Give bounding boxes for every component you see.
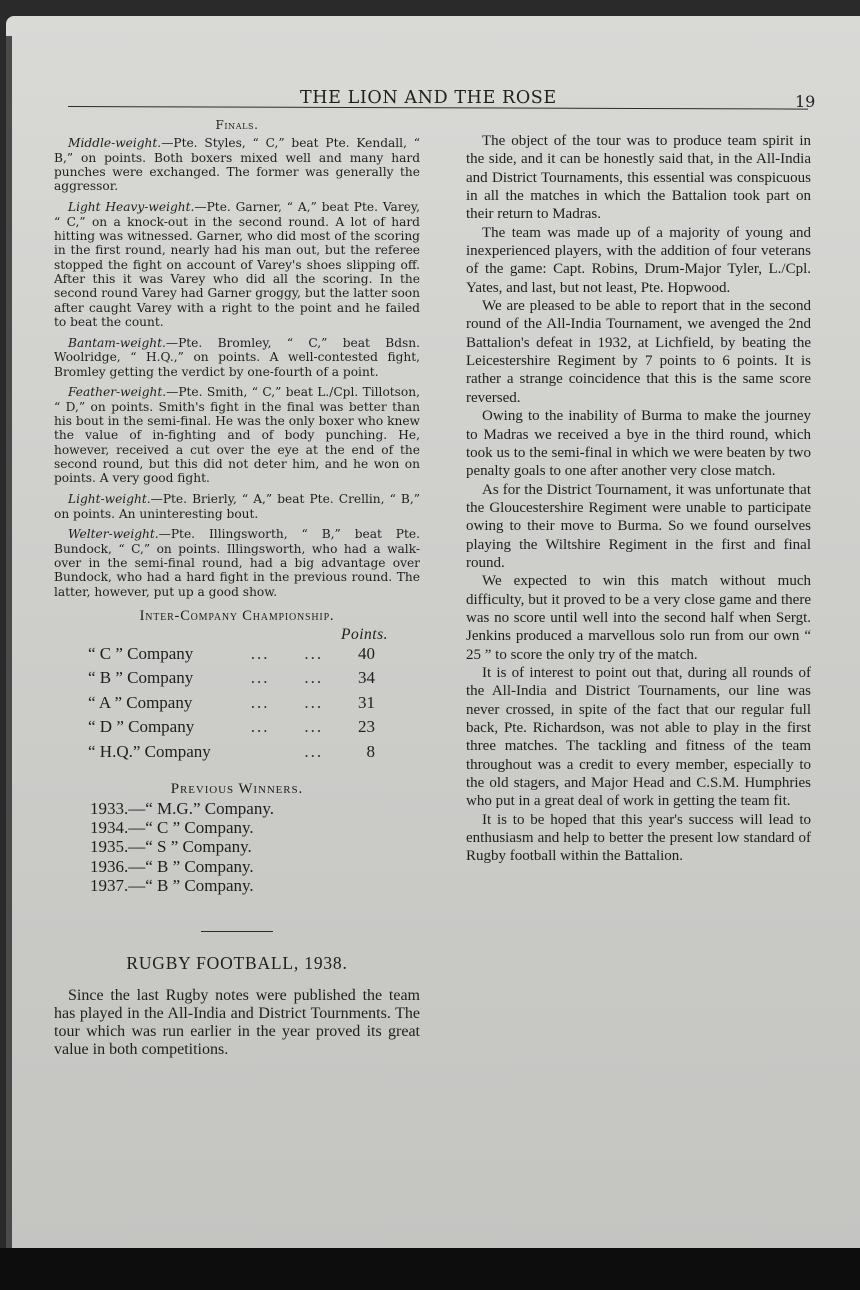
table-row bbox=[54, 740, 420, 765]
left-column bbox=[54, 118, 420, 1066]
page-shadow bbox=[0, 1248, 860, 1290]
rugby-paragraph: We expected to win this match without much difficulty, but it proved to be a very close game and there was no score until well into the second half when Sergt. Jenkins produced a marvellous solo run from our own “ 25 ” to score the only try of the match. bbox=[466, 573, 811, 663]
company-points: 40 bbox=[358, 643, 375, 663]
weight-class: Middle-weight. bbox=[68, 136, 162, 151]
book-spine-edge bbox=[6, 36, 12, 1266]
leader-dots: ... bbox=[304, 741, 324, 761]
company-points: 8 bbox=[366, 741, 375, 761]
leader-dots: ... bbox=[250, 668, 270, 688]
table-row bbox=[54, 642, 420, 667]
rugby-paragraph: It is to be hoped that this year's success will lead to enthusiasm and help to better the present low standard of Rugby football within the Battalion. bbox=[466, 811, 811, 865]
championship-table bbox=[54, 642, 420, 765]
company-points: 34 bbox=[358, 668, 375, 688]
page-number: 19 bbox=[795, 92, 816, 111]
company-points: 31 bbox=[358, 692, 375, 712]
company-points: 23 bbox=[358, 717, 375, 737]
bout-text: —Pte. Garner, “ A,” beat Pte. Varey, “ C,” on a knock-out in the second round. A lot of hard hitting was witnessed. Garner, who did most of the scoring in the first round, nearly had his man out, but the referee stopped the fight on account of Varey's shoes slipping off. After this it was Varey who did all the scoring. In the second round Varey had Garner groggy, but the latter soon after caught Varey with a right to the point and he failed to beat the count. bbox=[54, 200, 421, 329]
rugby-paragraph: The object of the tour was to produce team spirit in the side, and it can be honestly said that, in the All-India and District Tournaments, this essential was conspicuous in all the matches in which the Battalion took part on their return to Madras. bbox=[466, 133, 811, 223]
leader-dots bbox=[251, 740, 305, 765]
list-item: 1935.—“ S ” Company. bbox=[90, 837, 252, 857]
leader-dots: ... bbox=[304, 692, 324, 712]
bout-text: —Pte. Styles, “ C,” beat Pte. Kendall, “ B,” on points. Both boxers mixed well and many hard punches were exchanged. The former was generally the aggressor. bbox=[54, 136, 420, 194]
section-divider bbox=[201, 931, 273, 932]
table-row bbox=[54, 715, 420, 740]
bout-paragraph bbox=[54, 336, 420, 379]
rugby-paragraph: We are pleased to be able to report that in the second round of the All-India Tournament, we avenged the 2nd Battalion's defeat in 1932, at Lichfield, by beating the Leicestershire Regiment by 7 points to 6 points. It is rather a strange coincidence that this is the same score reversed. bbox=[466, 298, 811, 406]
running-title: THE LION AND THE ROSE bbox=[300, 88, 557, 108]
list-item: 1934.—“ C ” Company. bbox=[90, 817, 254, 837]
rugby-paragraph: It is of interest to point out that, during all rounds of the All-India and District Tournaments, our line was never crossed, in spite of the fact that our regular full back, Pte. Richardson, was not able to play in the first three matches. The tackling and fitness of the team throughout was a credit to every member, especially to the old stagers, and Major Head and C.S.M. Humphries who put in a great deal of work in getting the team fit. bbox=[466, 664, 811, 810]
weight-class: Light Heavy-weight. bbox=[68, 200, 195, 215]
company-name: “ H.Q.” Company bbox=[88, 741, 211, 761]
company-name: “ B ” Company bbox=[88, 668, 194, 688]
weight-class: Bantam-weight. bbox=[68, 335, 166, 350]
company-name: “ A ” Company bbox=[88, 692, 193, 712]
bout-paragraph bbox=[54, 200, 420, 329]
championship-heading: Inter-Company Championship. bbox=[139, 608, 335, 625]
weight-class: Feather-weight. bbox=[68, 385, 167, 400]
rugby-intro-paragraph: Since the last Rugby notes were published the team has played in the All-India and District Tournments. The tour which was run earlier in the year proved its great value in both competitions. bbox=[54, 986, 420, 1059]
weight-class: Welter-weight. bbox=[68, 527, 159, 542]
rugby-paragraph: As for the District Tournament, it was unfortunate that the Gloucestershire Regiment were unable to participate owing to their move to Burma. So we found ourselves playing the Wiltshire Regiment in the first and final round. bbox=[466, 481, 811, 571]
right-column bbox=[466, 132, 811, 866]
company-name: “ C ” Company bbox=[88, 643, 194, 663]
leader-dots: ... bbox=[304, 643, 324, 663]
bout-text: —Pte. Brierly, “ A,” beat Pte. Crellin, “ B,” on points. An uninteresting bout. bbox=[54, 492, 420, 521]
previous-winners-list bbox=[54, 799, 420, 895]
rugby-heading: RUGBY FOOTBALL, 1938. bbox=[126, 953, 348, 974]
leader-dots: ... bbox=[250, 692, 270, 712]
table-row bbox=[54, 691, 420, 716]
list-item: 1933.—“ M.G.” Company. bbox=[90, 798, 274, 818]
leader-dots: ... bbox=[304, 668, 324, 688]
finals-heading: Finals. bbox=[215, 118, 259, 132]
list-item: 1937.—“ B ” Company. bbox=[90, 875, 254, 895]
points-column-header: Points. bbox=[341, 625, 388, 643]
bout-paragraph bbox=[54, 527, 420, 599]
table-row bbox=[54, 666, 420, 691]
leader-dots: ... bbox=[250, 643, 270, 663]
bout-text: —Pte. Illingsworth, “ B,” beat Pte. Bundock, “ C,” on points. Illingsworth, who had a walk-over in the semi-final round, had a big advantage over Bundock, who had a hard fight in the previous round. The latter, however, put up a good show. bbox=[54, 527, 420, 599]
bout-paragraph bbox=[54, 385, 420, 485]
list-item: 1936.—“ B ” Company. bbox=[90, 856, 254, 876]
bout-text: —Pte. Smith, “ C,” beat L./Cpl. Tillotson, “ D,” on points. Smith's fight in the final was better than his bout in the semi-final. He was the only boxer who knew the value of in-fighting and of body punching. He, however, received a cut over the eye at the end of the second round, but this did not deter him, and he won on points. A very good fight. bbox=[54, 385, 420, 486]
weight-class: Light-weight. bbox=[68, 492, 151, 507]
company-name: “ D ” Company bbox=[88, 717, 195, 737]
rugby-paragraph: The team was made up of a majority of young and inexperienced players, with the addition of four veterans of the game: Capt. Robins, Drum-Major Tyler, L./Cpl. Yates, and last, but not least, Pte. Hopwood. bbox=[466, 224, 811, 296]
leader-dots: ... bbox=[250, 717, 270, 737]
bout-text: —Pte. Bromley, “ C,” beat Bdsn. Woolridge, “ H.Q.,” on points. A well-contested fight, Bromley getting the verdict by one-fourth of a point. bbox=[54, 335, 420, 379]
bout-paragraph bbox=[54, 492, 420, 521]
previous-winners-heading: Previous Winners. bbox=[170, 781, 304, 798]
rugby-paragraph: Owing to the inability of Burma to make the journey to Madras we received a bye in the third round, which took us to the semi-final in which we were beaten by two penalty goals to one after another very close match. bbox=[466, 408, 811, 480]
bout-paragraph bbox=[54, 136, 420, 193]
leader-dots: ... bbox=[304, 717, 324, 737]
